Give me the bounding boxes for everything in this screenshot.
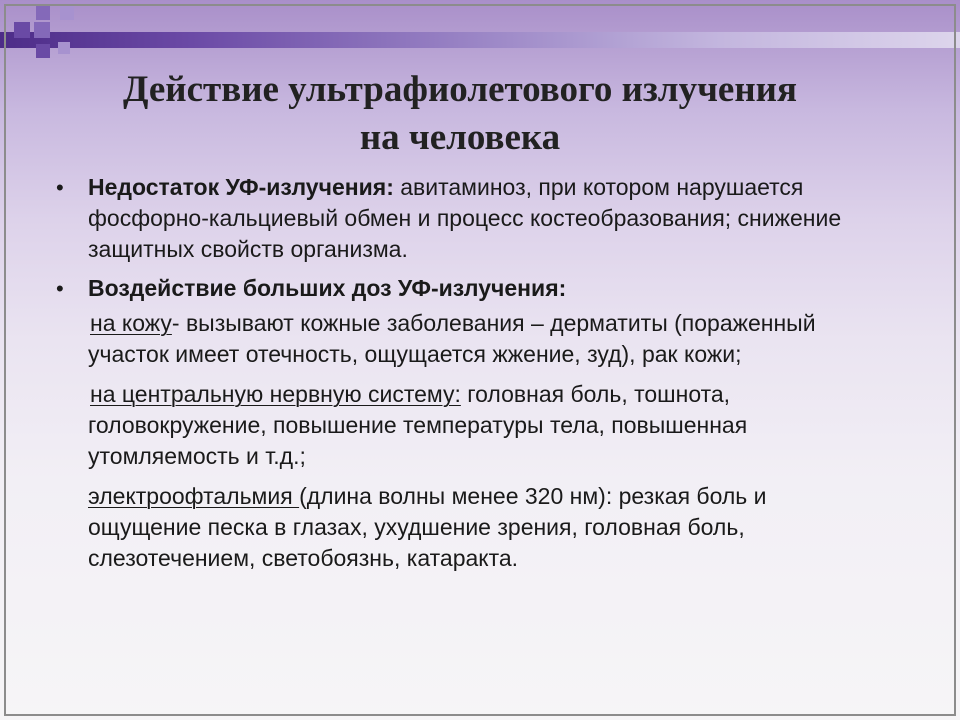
slide-title: [40, 66, 880, 162]
slide-title-line2: на человека: [359, 117, 561, 158]
bullet-heading: Недостаток УФ-излучения:: [88, 174, 394, 200]
decorative-square: [36, 6, 50, 20]
decorative-square: [36, 44, 50, 58]
bullet-item: [56, 172, 876, 265]
subitem: [56, 379, 876, 472]
bullet-item: [56, 273, 876, 304]
bullet-heading: Воздействие больших доз УФ-излучения:: [88, 275, 567, 301]
decorative-square: [14, 22, 30, 38]
decorative-top-bar: [0, 32, 960, 48]
decorative-square: [58, 42, 70, 54]
bullet-glyph: •: [56, 276, 64, 301]
subitem-text: головная боль, тошнота, головокружение, повышение температуры тела, повышенная утомляемость и т.д.;: [88, 381, 748, 469]
subitem-underlined: электроофтальмия: [88, 483, 300, 509]
bullet-text: авитаминоз, при котором нарушается фосфорно-кальциевый обмен и процесс костеобразования; снижение защитных свойств организма.: [88, 174, 842, 262]
subitem-underlined: на кожу: [90, 310, 172, 336]
subitem: [56, 308, 876, 370]
bullet-glyph: •: [56, 175, 64, 200]
decorative-square: [34, 22, 50, 38]
slide-content: [56, 172, 876, 583]
subitem-underlined: на центральную нервную систему:: [90, 381, 461, 407]
decorative-square: [60, 6, 74, 20]
slide-title-line1: Действие ультрафиолетового излучения: [122, 69, 798, 110]
subitem-text: (длина волны менее 320 нм): резкая боль и ощущение песка в глазах, ухудшение зрения, головная боль, слезотечением, светобоязнь, катаракта.: [88, 483, 767, 571]
subitem: [56, 481, 876, 574]
subitem-text: - вызывают кожные заболевания – дерматиты (пораженный участок имеет отечность, ощущается жжение, зуд), рак кожи;: [88, 310, 816, 367]
